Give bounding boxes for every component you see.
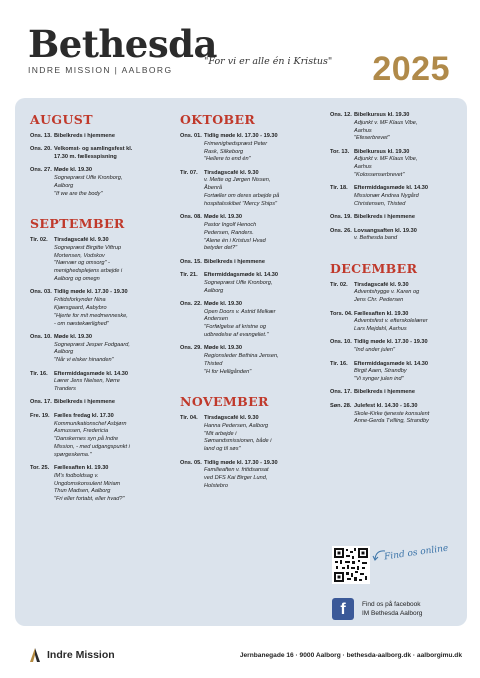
event-details [354, 185, 458, 208]
event-title: Eftermiddagsmøde kl. 14.30 [354, 360, 428, 367]
event-title: Tirsdagscafé kl. 9.30 [204, 169, 259, 176]
event-description: Adjunkt v. MF Klaus Vibe, [354, 119, 418, 126]
event-title: Bibelkursus kl. 19.30 [354, 148, 410, 155]
event-description: v. Bethesda band [354, 235, 398, 242]
event-description: Jens Chr. Pedersen [354, 297, 404, 304]
event-date: Tir. 16. [30, 370, 48, 377]
event-date: Ons. 19. [330, 214, 352, 221]
event-item [330, 282, 458, 305]
event-details [204, 214, 322, 253]
event-date: Tor. 25. [30, 465, 50, 471]
event-details [354, 389, 458, 397]
event-description: Kommunikationschef Asbjørn [54, 420, 127, 427]
event-description: Hanna Pedersen, Aalborg [204, 422, 269, 429]
facebook-text[interactable] [362, 600, 422, 618]
event-item [330, 214, 458, 222]
event-description: spørgeskema." [54, 451, 92, 458]
event-item [180, 345, 322, 376]
month-heading: AUGUST [30, 112, 93, 127]
event-description: Lars Mejdahl, Aarhus [354, 326, 407, 333]
month-heading: SEPTEMBER [30, 216, 125, 232]
event-details [54, 133, 170, 141]
event-item [30, 289, 170, 328]
event-description: ved DFS Kai Birger Lund, [204, 475, 268, 482]
event-date: Ons. 27. [30, 167, 52, 174]
event-details [54, 167, 170, 198]
event-title: Tidlig møde kl. 17.30 - 19.30 [204, 133, 278, 139]
event-description: "Fri eller fortabt, eller hvad?" [54, 496, 125, 503]
event-details [354, 214, 458, 222]
event-description: "Mit arbejde i [204, 430, 237, 437]
event-title: Julefest kl. 14.30 - 16.30 [354, 402, 418, 409]
event-description: Frimenighedspræst Peter [204, 140, 268, 147]
event-description: Rask, Silkeborg [204, 148, 244, 155]
event-description: "Alene én i Kristus! Hvad [204, 237, 266, 244]
event-details [204, 133, 322, 164]
event-description: "Forfølgelse af kristne og [204, 324, 266, 331]
event-item [330, 228, 458, 244]
event-title: Fællesaften kl. 19.30 [54, 465, 109, 471]
event-date: Ons. 08. [180, 214, 202, 221]
facebook-line-2: IM Bethesda Aalborg [362, 610, 423, 617]
event-description: Mission, - med udgangspunkt i [54, 443, 130, 450]
event-title: Tidlig møde kl. 17.30 - 19.30 [54, 289, 128, 296]
event-description: Fritidsforkynder Nina [54, 297, 106, 304]
event-item [330, 403, 458, 426]
event-title: 17.30 m. fællesspisning [54, 154, 117, 161]
event-title: Bibelkreds i hjemmene [354, 389, 415, 396]
footer-address: Jernbanegade 16 · 9000 Aalborg · bethesda-aalborg.dk · aalborgimu.dk [239, 652, 462, 659]
event-item [330, 112, 458, 143]
event-title: Møde kl. 19.30 [204, 214, 242, 221]
event-description: Thun Madsen, Aalborg [54, 488, 111, 495]
event-item [180, 259, 322, 267]
event-item [30, 146, 170, 162]
facebook-icon[interactable]: f [332, 598, 354, 620]
event-description: "H for Helligånden" [204, 368, 252, 375]
event-description: hospitalsskibet "Mercy Ships" [204, 200, 277, 207]
event-description: Pastor Ingolf Henoch [204, 221, 257, 228]
event-description: Mortensen, Vodskov [54, 252, 105, 259]
event-item [30, 465, 170, 504]
event-details [54, 289, 170, 328]
event-description: Åbenrå [204, 185, 223, 192]
find-us-online-label: Find os online [383, 543, 449, 563]
event-item [180, 214, 322, 253]
event-date: Tir. 04. [180, 415, 198, 422]
event-date: Tir. 21. [180, 271, 198, 278]
event-details [354, 112, 458, 143]
month-gap [30, 204, 170, 216]
event-item [180, 301, 322, 340]
event-date: Tir. 16. [330, 360, 348, 367]
event-description: "Hjerte for mit medmenneske, [54, 312, 128, 319]
event-details [354, 282, 458, 305]
event-description: Asmussen, Fredericia [54, 428, 109, 435]
event-date: Ons. 17. [30, 399, 52, 406]
event-date: Ons. 03. [30, 289, 52, 296]
event-details [54, 371, 170, 394]
event-description: Aalborg [54, 349, 74, 356]
event-details [204, 272, 322, 295]
event-description: Sømandsmissionen, både i [204, 438, 272, 445]
column-2 [180, 112, 322, 496]
event-title: Tidlig møde kl. 17.30 - 19.30 [204, 459, 278, 466]
event-date: Tir. 02. [330, 281, 348, 288]
event-description: Adventshygge v. Karen og [354, 289, 420, 296]
event-description: udbredelse af evangeliet." [204, 332, 269, 339]
tagline: "For vi er alle én i Kristus" [204, 56, 333, 67]
event-description: Sognepræst Uffe Kronborg, [54, 175, 123, 182]
event-title: Bibelkreds i hjemmene [354, 214, 415, 221]
event-description: Lærer Jens Nielsen, Nørre [54, 378, 120, 385]
event-description: "Ind under julen" [354, 347, 395, 354]
event-date: Tir. 18. [330, 185, 348, 192]
facebook-line-1: Find os på facebook [362, 601, 421, 608]
event-description: - om næstekærlighed" [54, 320, 109, 327]
event-item [30, 237, 170, 284]
event-details [354, 149, 458, 180]
event-title: Eftermiddagsmøde kl. 14.30 [354, 185, 428, 192]
event-details [204, 345, 322, 376]
event-item [180, 272, 322, 295]
event-description: "If we are the body" [54, 190, 103, 197]
event-description: "Danskernes syn på Indre [54, 436, 119, 443]
event-description: betyder det?" [204, 245, 238, 252]
event-description: Thisted [204, 360, 223, 367]
event-item [330, 361, 458, 384]
event-title: Lovsangsaften kl. 19.30 [354, 227, 417, 234]
logo-subtitle: INDRE MISSION | AALBORG [28, 65, 173, 75]
event-description: "Når vi elsker hinanden" [54, 357, 114, 364]
event-title: Tirsdagscafé kl. 9.30 [354, 281, 409, 288]
event-description: Aalborg og omegn [54, 276, 100, 283]
event-description: Anne-Gerda Tvilling, Strandby [354, 418, 429, 425]
event-item [30, 334, 170, 365]
event-date: Ons. 13. [30, 133, 52, 139]
event-description: Holstebro [204, 482, 228, 489]
event-item [30, 371, 170, 394]
event-item [180, 460, 322, 491]
event-details [354, 311, 458, 334]
event-description: Sognepræst Jesper Fodgaard, [54, 341, 130, 348]
event-item [330, 389, 458, 397]
event-details [54, 146, 170, 162]
event-title: Fællesaften kl. 19.30 [354, 310, 409, 317]
event-item [30, 413, 170, 460]
event-details [204, 460, 322, 491]
indre-mission-mark-icon [28, 647, 42, 663]
event-title: Fælles fredag kl. 17.30 [54, 412, 114, 419]
event-item [30, 399, 170, 407]
event-date: Ons. 15. [180, 258, 202, 265]
event-date: Tir. 07. [180, 169, 198, 176]
column-3 [330, 112, 458, 432]
event-date: Ons. 05. [180, 459, 202, 466]
event-description: menighedsplejens arbejde i [54, 268, 123, 275]
event-title: Eftermiddagsmøde kl. 14.30 [204, 271, 278, 278]
event-date: Fre. 19. [30, 412, 50, 419]
event-description: Birgit Aaen, Strandby [354, 368, 407, 375]
event-description: v. Mette og Jørgen Nissen, [204, 177, 271, 184]
event-date: Søn. 28. [330, 402, 352, 409]
event-item [180, 133, 322, 164]
event-details [204, 415, 322, 454]
event-description: Adventsfest v. efterskolelærer [354, 318, 428, 325]
event-item [330, 185, 458, 208]
event-description: Missionær Andrea Nygård [354, 193, 419, 200]
event-description: Familieaften v. fritidsansat [204, 467, 269, 474]
month-heading: OKTOBER [180, 112, 256, 127]
event-title: Tirsdagscafé kl. 9.30 [204, 415, 259, 422]
event-date: Ons. 01. [180, 133, 202, 139]
event-description: Skole-Kirke tjeneste konsulent [354, 410, 430, 417]
event-item [180, 170, 322, 209]
event-description: Ungdomskonsulent Miriam [54, 480, 121, 487]
event-date: Tors. 04. [330, 310, 353, 317]
event-date: Ons. 17. [330, 389, 352, 396]
event-date: Ons. 10. [30, 333, 52, 340]
event-description: Regionsleder Bethina Jensen, [204, 353, 279, 360]
event-item [30, 167, 170, 198]
event-description: Christensen, Thisted [354, 200, 406, 207]
event-description: Open Doors v. Astrid Melkær [204, 308, 276, 315]
event-details [204, 259, 322, 267]
event-date: Ons. 10. [330, 339, 352, 346]
event-title: Møde kl. 19.30 [204, 345, 242, 352]
event-description: Aalborg [54, 182, 74, 189]
event-date: Ons. 20. [30, 146, 52, 153]
month-gap [180, 382, 322, 394]
event-description: Sognepræst Uffe Kronborg, [204, 279, 273, 286]
month-heading: DECEMBER [330, 260, 418, 276]
event-description: Pedersen, Randers. [204, 229, 254, 236]
event-date: Ons. 26. [330, 227, 352, 234]
event-description: Adjunkt v. MF Klaus Vibe, [354, 156, 418, 163]
event-item [330, 311, 458, 334]
bethesda-logo [28, 22, 218, 75]
event-details [204, 170, 322, 209]
event-title: Tirsdagscafé kl. 9.30 [54, 237, 109, 244]
event-description: "Efeserbrevet" [354, 135, 390, 142]
event-details [354, 361, 458, 384]
event-details [354, 403, 458, 426]
event-title: Bibelkursus kl. 19.30 [354, 112, 410, 118]
column-1 [30, 112, 170, 509]
event-description: IM's fodboldsag v. [54, 472, 99, 479]
event-date: Ons. 29. [180, 345, 202, 352]
month-heading: NOVEMBER [180, 394, 269, 410]
event-item [330, 149, 458, 180]
event-title: Tidlig møde kl. 17.30 - 19.30 [354, 339, 428, 346]
event-details [354, 339, 458, 355]
event-details [204, 301, 322, 340]
event-details [54, 399, 170, 407]
event-title: Bibelkreds i hjemmene [54, 399, 115, 406]
event-description: Sognepræst Birgitte Viftrup [54, 244, 122, 251]
event-date: Ons. 12. [330, 112, 352, 118]
event-description: Aarhus [354, 127, 372, 134]
event-details [354, 228, 458, 244]
event-details [54, 465, 170, 504]
header [0, 0, 480, 95]
indre-mission-logo [28, 647, 115, 663]
footer-org-name: Indre Mission [47, 649, 115, 661]
event-date: Tor. 13. [330, 148, 350, 155]
event-item [30, 133, 170, 141]
event-description: "Kolossenserbrevet" [354, 172, 405, 179]
event-details [54, 334, 170, 365]
qr-code[interactable] [332, 546, 370, 584]
event-description: "Vi synger julen ind" [354, 376, 404, 383]
month-gap [330, 249, 458, 261]
event-title: Møde kl. 19.30 [204, 300, 242, 307]
event-description: "Nærvær og omsorg" - [54, 260, 110, 267]
event-title: Bibelkreds i hjemmene [204, 258, 265, 265]
event-title: Møde kl. 19.30 [54, 167, 92, 174]
event-details [54, 237, 170, 284]
event-title: Møde kl. 19.30 [54, 333, 92, 340]
logo-wordmark: Bethesda [28, 22, 218, 66]
event-item [330, 339, 458, 355]
event-description: Andersen [204, 316, 228, 323]
year-title: 2025 [372, 50, 450, 88]
event-details [54, 413, 170, 460]
event-description: Aalborg [204, 287, 224, 294]
event-description: Aarhus [354, 164, 372, 171]
event-description: Fortæller om deres arbejde på [204, 193, 280, 200]
event-item [180, 415, 322, 454]
event-description: Kjærsgaard, Aabybro [54, 304, 107, 311]
event-title: Eftermiddagsmøde kl. 14.30 [54, 370, 128, 377]
event-description: land og til søs" [204, 446, 241, 453]
event-title: Velkomst- og samlingsfest kl. [54, 146, 133, 153]
event-date: Tir. 02. [30, 237, 48, 244]
event-title: Bibelkreds i hjemmene [54, 133, 115, 139]
event-date: Ons. 22. [180, 300, 202, 307]
event-description: "Hellere to end én" [204, 156, 251, 163]
event-description: Tranders [54, 386, 76, 393]
